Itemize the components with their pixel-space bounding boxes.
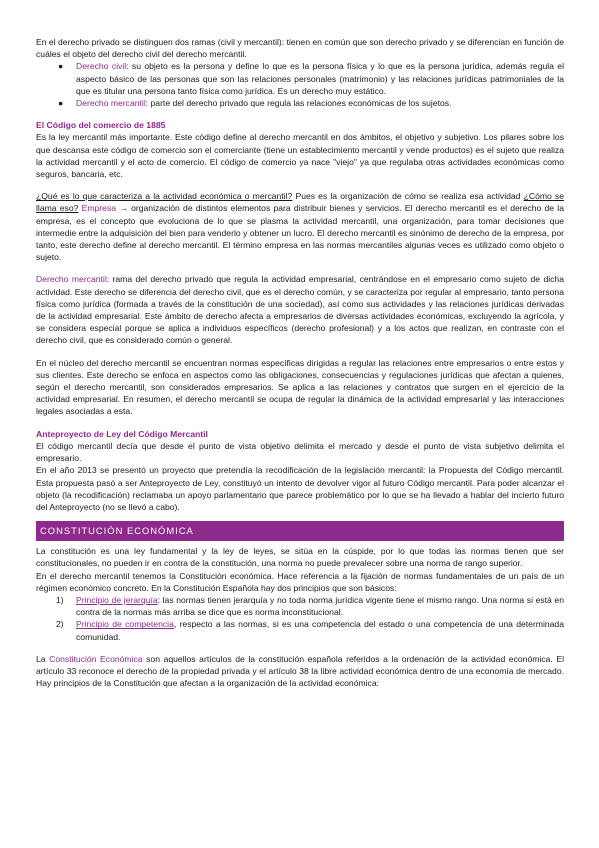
- definition-text: son aquellos artículos de la constitución española referidos a la ordenación de la actividad económica. El artículo 33 reconoce el derecho de la propiedad privada y el artículo 38 la libre actividad económica dentro de una economía de mercado. Hay principios de la Constitución que afectan a la organización de la actividad económica:: [36, 653, 564, 689]
- term-derecho-mercantil: Derecho mercantil: [36, 274, 107, 285]
- section-banner-constitucion: CONSTITUCIÓN ECONÓMICA: [36, 521, 564, 541]
- list-item: [36, 97, 564, 109]
- definition-text: , respecto a las normas, si es una competencia del estado o una competencia de una determinada comunidad.: [76, 619, 564, 642]
- definition-text: : su objeto es la persona y define lo que es la persona física y lo que es la persona jurídica, además regula el aspecto básico de las personas que son las relaciones personales (matrimonio) y las relaciones jurídicas patrimoniales de la que es titular una persona tanto física como jurídica. Es un derecho muy estático.: [76, 61, 564, 96]
- list-item: [36, 594, 564, 618]
- bullet-icon: ●: [58, 61, 64, 72]
- arrow-icon: →: [116, 203, 132, 214]
- intro-paragraph: En el derecho privado se distinguen dos ramas (civil y mercantil): tienen en común que son derecho privado y se diferencian en función de cuáles el objeto del derecho civil del derecho mercantil.: [36, 37, 564, 60]
- principles-list: [36, 594, 564, 643]
- anteproyecto-paragraph-2: En el año 2013 se presentó un proyecto que pretendía la recodificación de la legislación mercantil: la Propuesta del Código mercantil. Esta propuesta pasó a ser Anteproyecto de Ley, constituyó un intento de devolver vigor al futuro Código mercantil. Para poder alcanzar el objeto (la recodificación) reclamaba un apoyo parlamentario que parece problemático por lo que se ha llevado a hablar del incierto futuro del Anteproyecto (no se llevó a cabo).: [36, 465, 564, 512]
- definition-text: : parte del derecho privado que regula las relaciones económicas de los sujetos.: [145, 98, 452, 109]
- question-text: ¿Cómo se llama eso?: [36, 191, 564, 214]
- list-item: [36, 60, 564, 97]
- section-heading-anteproyecto: Anteproyecto de Ley del Código Mercantil: [36, 428, 208, 439]
- term-derecho-civil: Derecho civil: [76, 61, 127, 72]
- constitucion-economica-paragraph: [36, 653, 564, 690]
- section-heading-codigo: El Código del comercio de 1885: [36, 120, 166, 131]
- anteproyecto-paragraph-1: El código mercantil decía que desde el punto de vista objetivo delimita el mercado y desde el punto de vista subjetivo delimita el empresario.: [36, 440, 564, 464]
- empresa-paragraph: [36, 190, 564, 263]
- constitucion-paragraph-1: La constitución es una ley fundamental y la ley de leyes, se sitúa en la cúspide, por lo que todas las normas tienen que ser constitucionales, no pueden ir en contra de la constitución, una norma no puede prevalecer sobre una norma de rango superior.: [36, 546, 564, 569]
- definition-text: organización de distintos elementos para distribuir bienes y servicios. El derecho mercantil es el derecho de la empresa, es el concepto que evoluciona de lo que se plasma la actividad mercantil, una organización, para tomar decisiones que intermedie entre la adquisición del bien para venderlo y obtener un lucro. El derecho mercantil es sinónimo de derecho de la empresa, por tanto, este derecho define al derecho mercantil. El término empresa en las normas mercantiles algunas veces es utilizado como objeto o sujeto.: [36, 203, 564, 263]
- bullet-icon: ●: [58, 98, 64, 109]
- question-text: ¿Qué es lo que caracteriza a la actividad económica o mercantil?: [36, 191, 293, 202]
- term-derecho-mercantil: Derecho mercantil: [76, 98, 146, 109]
- nucleo-paragraph: En el núcleo del derecho mercantil se encuentran normas específicas dirigidas a regular las relaciones entre empresarios o entre estos y sus clientes. Este derecho se enfoca en aspectos como las obligaciones, consecuencias y regulaciones jurídicas que afectan a quienes, según el derecho mercantil, son considerados empresarios. Se aplica a las relaciones y contratos que surgen en el ejercicio de la actividad empresarial. En resumen, el derecho mercantil se ocupa de regular la dinámica de la actividad empresarial y las interacciones legales asociadas a esta.: [36, 357, 564, 417]
- definition-text: : las normas tienen jerarquía y no toda norma jurídica vigente tiene el mismo rango. Una norma si está en contra de la normas más arriba se dice que es norma inconstitucional.: [76, 594, 564, 618]
- lead-text: La: [36, 653, 50, 664]
- constitucion-paragraph-2: En el derecho mercantil tenemos la Constitución económica. Hace referencia a la fijación de normas fundamentales de un país de un régimen económico concreto. En la Constitución Española hay dos principios que son básicos:: [36, 570, 564, 593]
- term-constitucion-economica: Constitución Económica: [49, 653, 143, 664]
- law-branches-list: [36, 60, 564, 109]
- list-number: 1): [56, 594, 64, 605]
- definition-text: : rama del derecho privado que regula la actividad empresarial, centrándose en el empresario como sujeto de dicha actividad. Este derecho se diferencia del derecho civil, que es el derecho común, y se caracteriza por regular al empresario, tanto persona física como jurídica (formada a través de la constitución de una sociedad), así como sus actividades y las relaciones jurídicas derivadas de la actividad empresarial. Este ámbito de derecho afecta a empresarios de diversas actividades económicas, excluyendo la agrícola, y se considera especial porque se aplica a individuos específicos (derecho profesional) y a los actos que realizan, en contraste con el derecho civil, que es considerado común o general.: [36, 274, 564, 346]
- term-empresa: Empresa: [78, 203, 117, 214]
- document-body: [36, 36, 564, 689]
- term-principio-competencia: Principio de competencia: [76, 619, 174, 630]
- list-number: 2): [56, 619, 64, 630]
- derecho-mercantil-paragraph: [36, 273, 564, 346]
- term-principio-jerarquia: Principio de jerarquía: [76, 594, 158, 605]
- codigo-paragraph: Es la ley mercantil más importante. Este código define al derecho mercantil en dos ámbitos, el objetivo y subjetivo. Los pilares sobre los que descansa este código de comercio son el comerciante (tiene un establecimiento mercantil y vende productos) es el sujeto que realiza la actividad mercantil y el acto de comercio. El código de comercio ya nace "viejo" ya que regulaba otras actividades económicas como seguros, bancaria, etc.: [36, 132, 564, 180]
- answer-text: Pues es la organización de cómo se realiza esa actividad: [292, 191, 524, 202]
- list-item: [36, 618, 564, 642]
